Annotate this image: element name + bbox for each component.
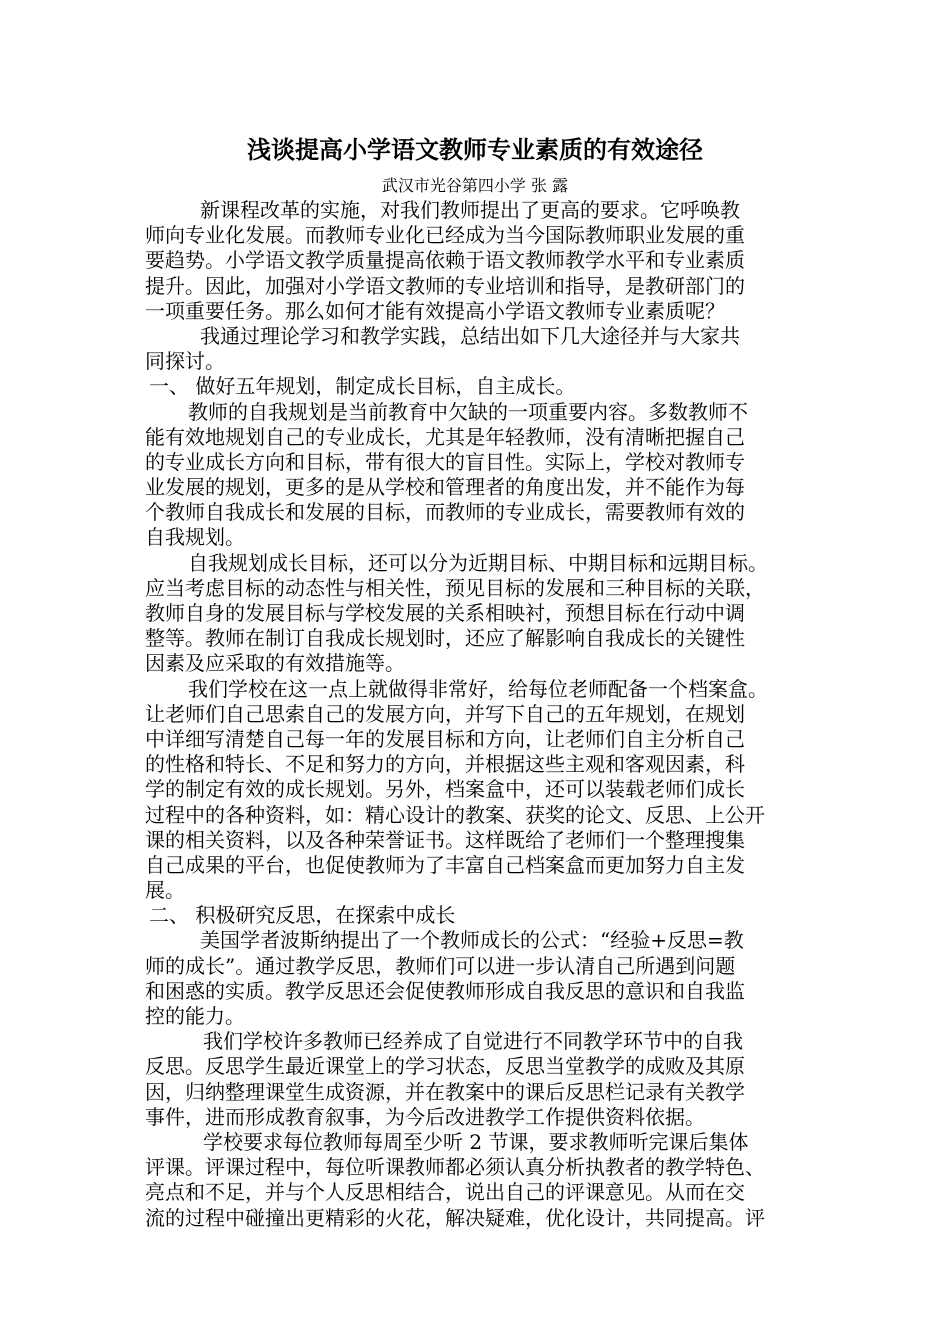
body-line: 业发展的规划，更多的是从学校和管理者的角度出发，并不能作为每 (145, 475, 745, 500)
document-title: 浅谈提高小学语文教师专业素质的有效途径 (247, 136, 703, 164)
body-line: 新课程改革的实施，对我们教师提出了更高的要求。它呼唤教 (200, 198, 740, 222)
body-line: 让老师们自己思索自己的发展方向，并写下自己的五年规划，在规划 (145, 701, 745, 726)
body-line: 整等。教师在制订自我成长规划时，还应了解影响自我成长的关键性 (145, 626, 745, 651)
body-line: 同探讨。 (145, 349, 225, 374)
body-line: 的性格和特长、不足和努力的方向，并根据这些主观和客观因素，科 (145, 752, 745, 777)
body-line: 的专业成长方向和目标，带有很大的盲目性。实际上，学校对教师专 (145, 449, 745, 474)
body-line: 应当考虑目标的动态性与相关性，预见目标的发展和三种目标的关联， (145, 575, 765, 600)
body-line: 因素及应采取的有效措施等。 (145, 651, 405, 676)
body-line: 课的相关资料，以及各种荣誉证书。这样既给了老师们一个整理搜集 (145, 827, 745, 852)
section-heading: 二、 积极研究反思，在探索中成长 (149, 903, 456, 928)
body-line: 因，归纳整理课堂生成资源，并在教案中的课后反思栏记录有关教学 (145, 1079, 745, 1104)
body-line: 我们学校在这一点上就做得非常好，给每位老师配备一个档案盒。 (188, 676, 768, 701)
body-line: 教师的自我规划是当前教育中欠缺的一项重要内容。多数教师不 (188, 399, 748, 424)
body-line: 和困惑的实质。教学反思还会促使教师形成自我反思的意识和自我监 (145, 978, 745, 1003)
body-line: 评课。评课过程中，每位听课教师都必须认真分析执教者的教学特色、 (145, 1155, 765, 1180)
body-line: 师的成长”。通过教学反思，教师们可以进一步认清自己所遇到问题 (145, 953, 736, 978)
body-line: 控的能力。 (145, 1004, 245, 1028)
body-line: 学的制定有效的成长规划。另外，档案盒中，还可以装载老师们成长 (145, 777, 745, 802)
body-line: 自我规划成长目标，还可以分为近期目标、中期目标和远期目标。 (188, 550, 768, 575)
body-line: 能有效地规划自己的专业成长，尤其是年轻教师，没有清晰把握自己 (145, 424, 745, 449)
body-line: 自己成果的平台，也促使教师为了丰富自己档案盒而更加努力自主发 (145, 852, 745, 877)
body-line: 事件，进而形成教育叙事，为今后改进教学工作提供资料依据。 (145, 1104, 705, 1129)
body-line: 我通过理论学习和教学实践，总结出如下几大途径并与大家共 (200, 323, 740, 348)
body-line: 一项重要任务。那么如何才能有效提高小学语文教师专业素质呢？ (145, 298, 725, 323)
body-line: 教师自身的发展目标与学校发展的关系相映衬，预想目标在行动中调 (145, 601, 745, 625)
body-line: 过程中的各种资料，如：精心设计的教案、获奖的论文、反思、上公开 (145, 802, 765, 827)
body-line: 展。 (145, 878, 185, 903)
body-line: 个教师自我成长和发展的目标，而教师的专业成长，需要教师有效的 (145, 500, 745, 525)
body-line: 学校要求每位教师每周至少听 2 节课，要求教师听完课后集体 (203, 1129, 749, 1154)
author-line: 武汉市光谷第四小学 张 露 (381, 176, 569, 195)
body-line: 要趋势。小学语文教学质量提高依赖于语文教师教学水平和专业素质 (145, 248, 745, 273)
body-line: 反思。反思学生最近课堂上的学习状态，反思当堂教学的成败及其原 (145, 1054, 745, 1079)
document-body (145, 198, 815, 1231)
body-line: 我们学校许多教师已经养成了自觉进行不同教学环节中的自我 (203, 1029, 743, 1054)
body-line: 提升。因此，加强对小学语文教师的专业培训和指导，是教研部门的 (145, 273, 745, 298)
section-heading: 一、 做好五年规划，制定成长目标，自主成长。 (149, 374, 576, 399)
body-line: 美国学者波斯纳提出了一个教师成长的公式：“经验+反思=教 (200, 928, 744, 953)
body-line: 师向专业化发展。而教师专业化已经成为当今国际教师职业发展的重 (145, 223, 745, 248)
body-line: 中详细写清楚自己每一年的发展目标和方向，让老师们自主分析自己 (145, 726, 745, 751)
body-line: 自我规划。 (145, 525, 245, 550)
body-line: 流的过程中碰撞出更精彩的火花，解决疑难，优化设计，共同提高。评 (145, 1205, 765, 1230)
body-line: 亮点和不足，并与个人反思相结合，说出自己的评课意见。从而在交 (145, 1180, 745, 1205)
